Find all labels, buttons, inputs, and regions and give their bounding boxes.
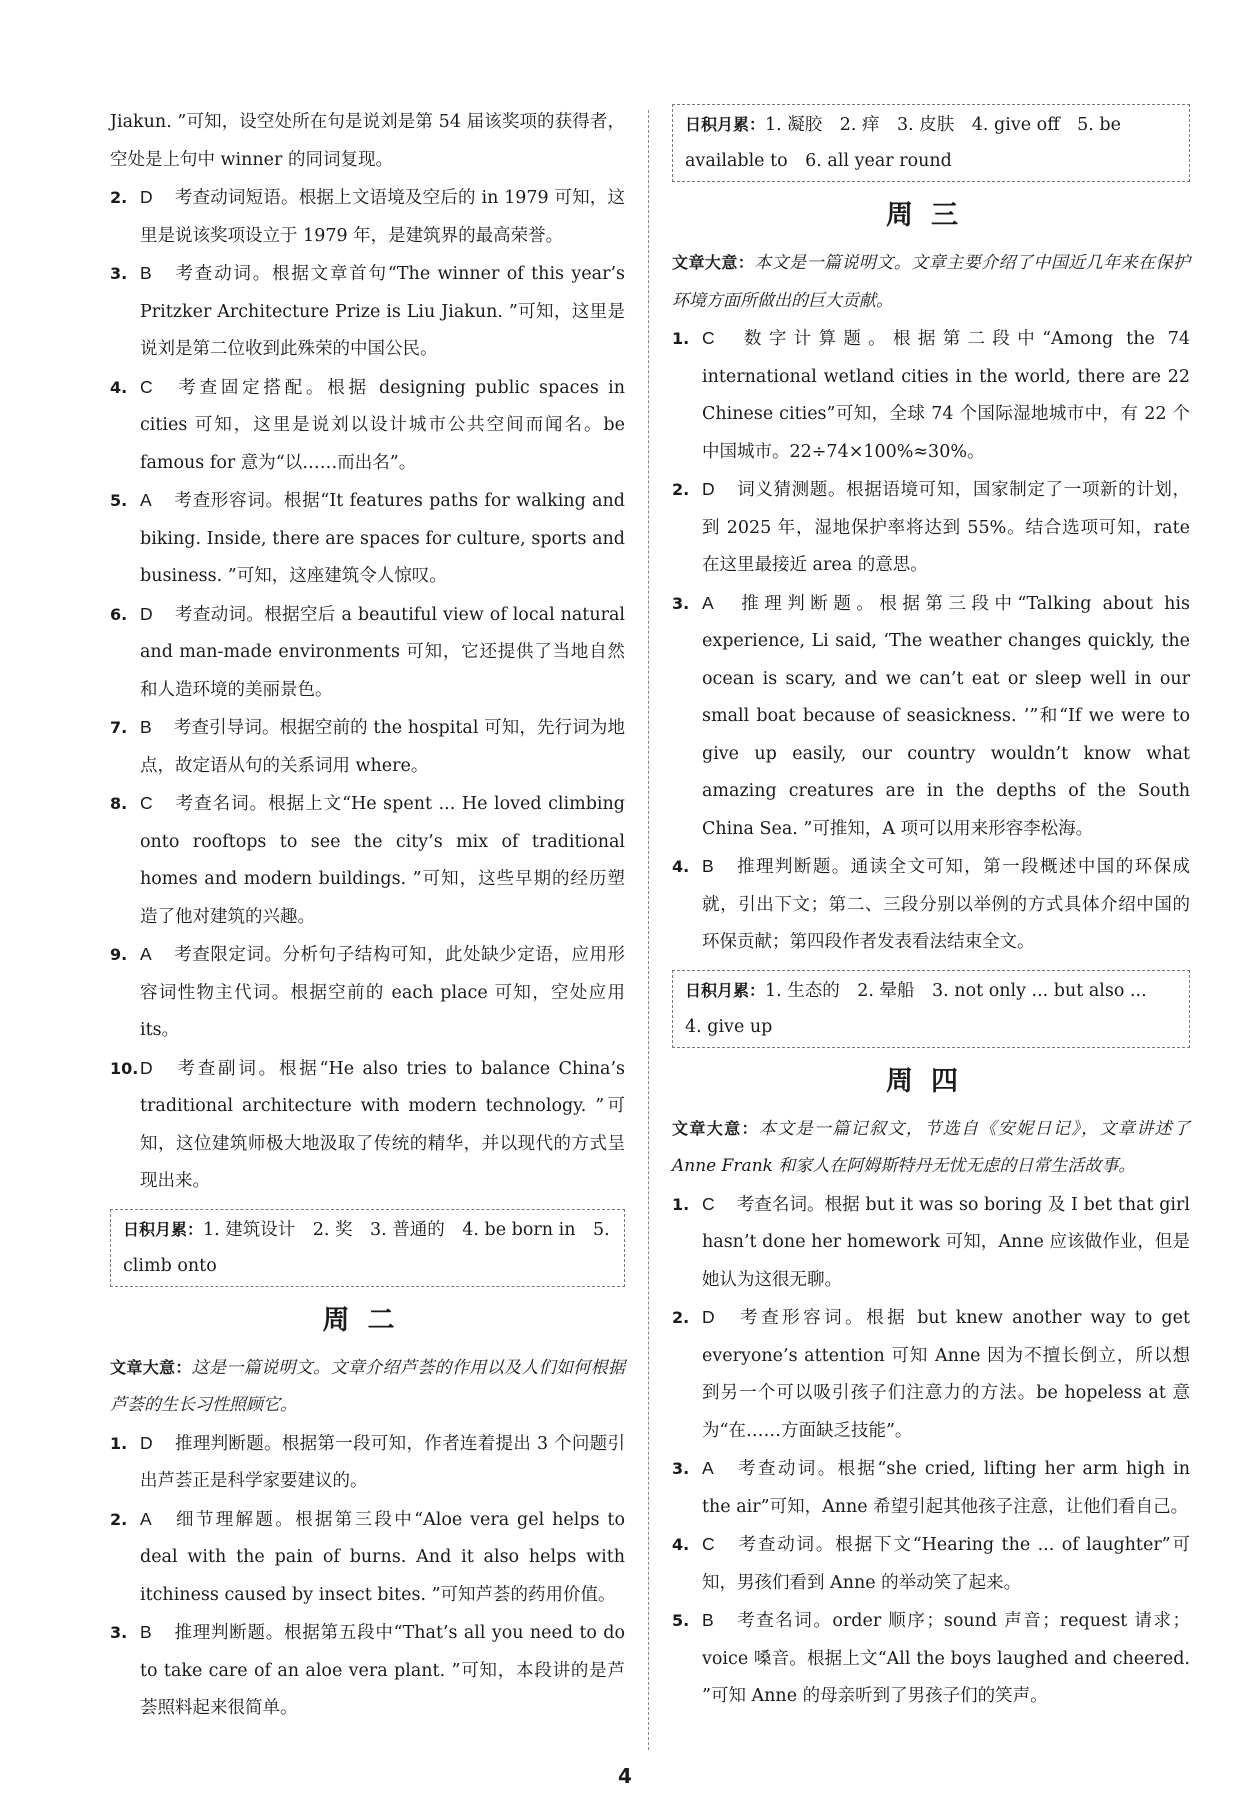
- section-title-tuesday: 周二: [322, 1304, 413, 1336]
- article-summary: 文章大意：本文是一篇说明文。文章主要介绍了中国近几年来在保护环境方面所做出的巨大贡献。: [672, 253, 1190, 311]
- answer-item: 3. B 考查动词。根据文章首句“The winner of this year’s Pritzker Architecture Prize is Liu Jiakun. ”可知，这里是说刘是第二位收到此殊荣的中国公民。: [110, 263, 625, 359]
- vocabulary-box: 日积月累：1. 建筑设计 2. 奖 3. 普通的 4. be born in 5. climb onto: [110, 1209, 625, 1287]
- answer-item: 10. D 考查副词。根据“He also tries to balance China’s traditional architecture with modern technology. ”可知，这位建筑师极大地汲取了传统的精华，并以现代的方式呈现出来。: [110, 1057, 625, 1191]
- answer-item: 5. B 考查名词。order 顺序；sound 声音；request 请求；voice 嗓音。根据上文“All the boys laughed and cheered. ”可知 Anne 的母亲听到了男孩子们的笑声。: [672, 1610, 1190, 1706]
- answer-item: 1. C 数字计算题。根据第二段中“Among the 74 international wetland cities in the world, there are 22 Chinese cities”可知，全球 74 个国际湿地城市中，有 22 个中国城市。22÷74×100%≈30%。: [672, 328, 1190, 462]
- answer-item: 8. C 考查名词。根据上文“He spent ... He loved climbing onto rooftops to see the city’s mix of traditional homes and modern buildings. ”可知，这些早期的经历塑造了他对建筑的兴趣。: [110, 793, 625, 927]
- answer-list-week1: [110, 179, 625, 1201]
- article-summary: 文章大意：本文是一篇记叙文，节选自《安妮日记》，文章讲述了 Anne Frank 和家人在阿姆斯特丹无忧无虑的日常生活故事。: [672, 1118, 1190, 1176]
- answer-item: 2. A 细节理解题。根据第三段中“Aloe vera gel helps to deal with the pain of burns. And it also helps with itchiness caused by insect bites. ”可知芦荟的药用价值。: [110, 1508, 625, 1605]
- answer-item: 5. A 考查形容词。根据“It features paths for walking and biking. Inside, there are spaces for culture, sports and business. ”可知，这座建筑令人惊叹。: [110, 490, 625, 586]
- left-column: [110, 104, 625, 1728]
- right-column: [672, 104, 1190, 1716]
- column-divider: [648, 110, 649, 1750]
- answer-item: 3. A 考查动词。根据“she cried, lifting her arm high in the air”可知，Anne 希望引起其他孩子注意，让他们看自己。: [672, 1458, 1190, 1517]
- answer-item: 7. B 考查引导词。根据空前的 the hospital 可知，先行词为地点，故定语从句的关系词用 where。: [110, 717, 625, 776]
- answer-list-week4: [672, 1186, 1190, 1716]
- answer-item: 2. D 考查动词短语。根据上文语境及空后的 in 1979 可知，这里是说该奖项设立于 1979 年，是建筑界的最高荣誉。: [110, 187, 625, 246]
- vocabulary-box: 日积月累：1. 凝胶 2. 痒 3. 皮肤 4. give off 5. be available to 6. all year round: [672, 104, 1190, 182]
- answer-list-week3: [672, 320, 1190, 962]
- answer-item: 9. A 考查限定词。分析句子结构可知，此处缺少定语，应用形容词性物主代词。根据空前的 each place 可知，空处应用 its。: [110, 944, 625, 1040]
- answer-item: 4. C 考查动词。根据下文“Hearing the ... of laughter”可知，男孩们看到 Anne 的举动笑了起来。: [672, 1534, 1190, 1593]
- vocabulary-box: 日积月累：1. 生态的 2. 晕船 3. not only ... but also ... 4. give up: [672, 970, 1190, 1048]
- intro-paragraph: Jiakun. ”可知，设空处所在句是说刘是第 54 届该奖项的获得者，空处是上句中 winner 的同词复现。: [110, 112, 625, 170]
- answer-item: 4. C 考查固定搭配。根据 designing public spaces in cities 可知，这里是说刘以设计城市公共空间而闻名。be famous for 意为“以……而出名”。: [110, 376, 625, 473]
- answer-item: 1. D 推理判断题。根据第一段可知，作者连着提出 3 个问题引出芦荟正是科学家要建议的。: [110, 1432, 625, 1491]
- answer-list-week2: [110, 1425, 625, 1728]
- page-number: 4: [618, 1764, 632, 1788]
- answer-item: 3. B 推理判断题。根据第五段中“That’s all you need to do to take care of an aloe vera plant. ”可知，本段讲的是芦荟照料起来很简单。: [110, 1622, 625, 1718]
- answer-item: 1. C 考查名词。根据 but it was so boring 及 I bet that girl hasn’t done her homework 可知，Anne 应该做作业，但是她认为这很无聊。: [672, 1193, 1190, 1290]
- answer-item: 2. D 词义猜测题。根据语境可知，国家制定了一项新的计划，到 2025 年，湿地保护率将达到 55%。结合选项可知，rate 在这里最接近 area 的意思。: [672, 479, 1190, 575]
- answer-item: 3. A 推理判断题。根据第三段中“Talking about his experience, Li said, ‘The weather changes quickly, the ocean is scary, and we can’t eat or sleep well in our small boat because of seasickness. ’”和“If we were to give up easily, our country wouldn’t know what amazing creatures are in the depths of the South China Sea. ”可推知，A 项可以用来形容李松海。: [672, 592, 1190, 839]
- answer-item: 6. D 考查动词。根据空后 a beautiful view of local natural and man-made environments 可知，它还提供了当地自然和人造环境的美丽景色。: [110, 603, 625, 700]
- section-title-wednesday: 周三: [886, 200, 976, 231]
- answer-item: 4. B 推理判断题。通读全文可知，第一段概述中国的环保成就，引出下文；第二、三段分别以举例的方式具体介绍中国的环保贡献；第四段作者发表看法结束全文。: [672, 856, 1190, 952]
- article-summary: 文章大意：这是一篇说明文。文章介绍芦荟的作用以及人们如何根据芦荟的生长习性照顾它。: [110, 1357, 625, 1415]
- section-title-thursday: 周四: [886, 1065, 976, 1097]
- answer-item: 2. D 考查形容词。根据 but knew another way to get everyone’s attention 可知 Anne 因为不擅长倒立，所以想到另一个可以吸引孩子们注意力的方法。be hopeless at 意为“在……方面缺乏技能”。: [672, 1307, 1190, 1441]
